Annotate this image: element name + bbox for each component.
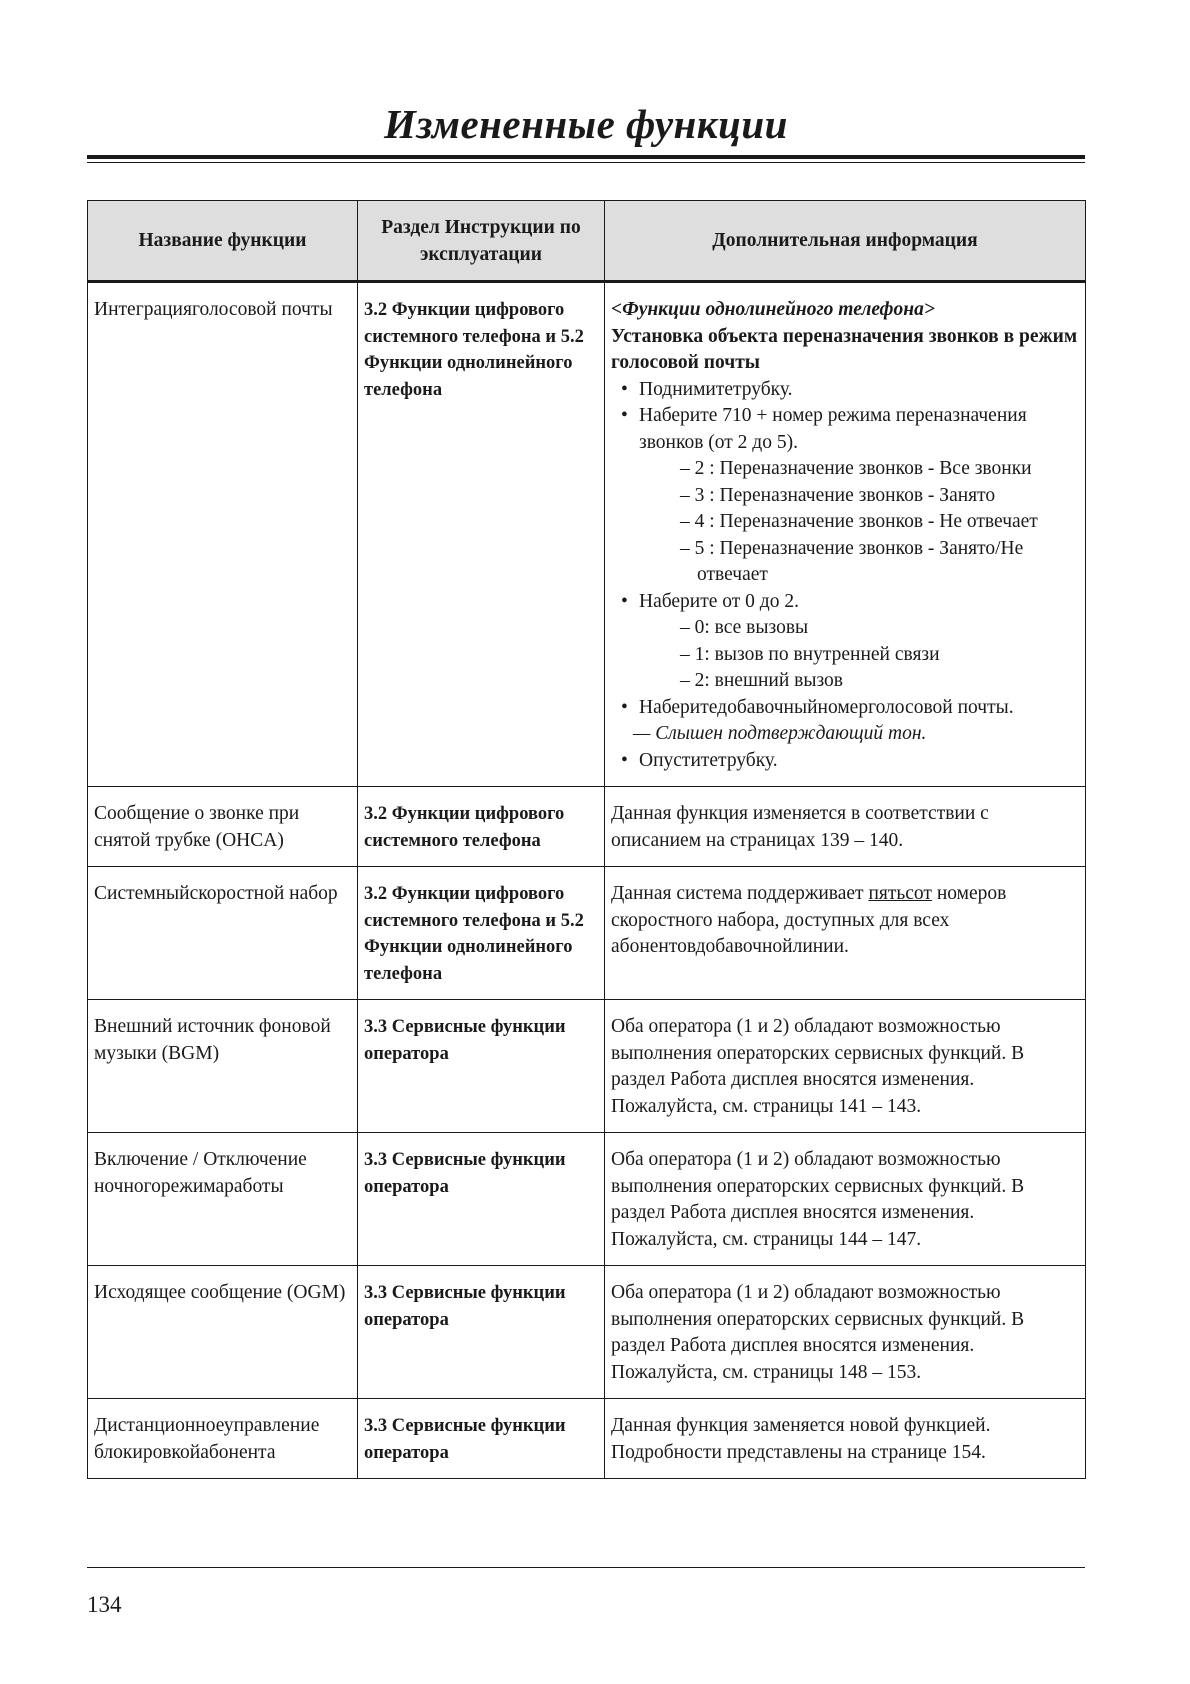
mode-option: – 4 : Переназначение звонков - Не отвечает [680, 511, 1038, 532]
mode-option: – 2 : Переназначение звонков - Все звонки [680, 458, 1032, 479]
info-text: номеров скоростного набора, доступных для всех абонентовдобавочнойлинии. [611, 883, 1007, 957]
page-number: 134 [87, 1592, 122, 1617]
manual-section-cell: 3.2 Функции цифрового системного телефона и 5.2 Функции однолинейного телефона [358, 282, 605, 787]
step-item: • Поднимитетрубку. [611, 377, 1079, 404]
additional-info-cell: Оба оператора (1 и 2) обладают возможностью выполнения операторских сервисных функций. В раздел Работа дисплея вносятся изменения. Пожалуйста, см. страницы 148 – 153. [605, 1266, 1086, 1399]
procedure-steps [611, 377, 1079, 775]
footer-rule [87, 1567, 1085, 1568]
manual-section-cell: 3.3 Сервисные функции оператора [358, 1133, 605, 1266]
function-name-cell: Сообщение о звонке при снятой трубке (OHCA) [88, 787, 358, 867]
function-name-cell: Внешний источник фоновой музыки (BGM) [88, 1000, 358, 1133]
call-type-option: – 0: все вызовы [680, 617, 809, 638]
function-name-cell: Включение / Отключение ночногорежимаработы [88, 1133, 358, 1266]
info-marked-word: пятьсот [868, 883, 932, 904]
call-list-wrap [611, 615, 1079, 695]
function-name-cell: Исходящее сообщение (OGM) [88, 1266, 358, 1399]
info-subtitle: <Функции однолинейного телефона> [611, 299, 935, 320]
function-name-cell: Интеграцияголосовой почты [88, 282, 358, 787]
additional-info-cell: Оба оператора (1 и 2) обладают возможностью выполнения операторских сервисных функций. В раздел Работа дисплея вносятся изменения. Пожалуйста, см. страницы 141 – 143. [605, 1000, 1086, 1133]
additional-info-cell: Данная функция изменяется в соответствии с описанием на страницах 139 – 140. [605, 787, 1086, 867]
table-row [88, 1266, 1086, 1399]
mode-option: – 3 : Переназначение звонков - Занято [680, 484, 996, 506]
header-manual-section: Раздел Инструкции по эксплуатации [358, 201, 605, 282]
manual-section-cell: 3.3 Сервисные функции оператора [358, 1266, 605, 1399]
call-type-option: – 2: внешний вызов [680, 670, 844, 691]
additional-info-cell: Оба оператора (1 и 2) обладают возможностью выполнения операторских сервисных функций. В раздел Работа дисплея вносятся изменения. Пожалуйста, см. страницы 144 – 147. [605, 1133, 1086, 1266]
step-item: • Наберите от 0 до 2. [611, 589, 1079, 616]
table-row [88, 1133, 1086, 1266]
table-row [88, 787, 1086, 867]
table-row [88, 1399, 1086, 1479]
manual-section-cell: 3.2 Функции цифрового системного телефона [358, 787, 605, 867]
function-name-cell: Дистанционноеуправление блокировкойабонента [88, 1399, 358, 1479]
table-row [88, 282, 1086, 787]
additional-info-cell [605, 282, 1086, 787]
manual-section-cell: 3.3 Сервисные функции оператора [358, 1399, 605, 1479]
manual-section-cell: 3.3 Сервисные функции оператора [358, 1000, 605, 1133]
title-rule-thin [87, 162, 1085, 163]
step-item: • Наберите 710 + номер режима переназначения звонков (от 2 до 5). [611, 403, 1079, 456]
header-function-name: Название функции [88, 201, 358, 282]
step-item: • Опуститетрубку. [611, 748, 1079, 775]
table-header-row [88, 201, 1086, 282]
info-text: Данная система поддерживает [611, 883, 869, 904]
call-type-option: – 1: вызов по внутренней связи [680, 643, 940, 665]
additional-info-cell: Данная функция заменяется новой функцией. Подробности представлены на странице 154. [605, 1399, 1086, 1479]
confirmation-tone-note: — Слышен подтверждающий тон. [633, 723, 927, 744]
call-type-list [639, 615, 1079, 695]
mode-list-wrap [611, 456, 1079, 589]
step-item: • Наберитедобавочныйномерголосовой почты. [611, 695, 1079, 722]
table-row [88, 1000, 1086, 1133]
function-name-cell: Системныйскоростной набор [88, 867, 358, 1000]
mode-option: – 5 : Переназначение звонков - Занято/Не отвечает [680, 537, 1024, 585]
manual-section-cell: 3.2 Функции цифрового системного телефона и 5.2 Функции однолинейного телефона [358, 867, 605, 1000]
info-heading: Установка объекта переназначения звонков в режим голосовой почты [611, 325, 1078, 373]
changed-functions-table [87, 200, 1086, 1479]
header-additional-info: Дополнительная информация [605, 201, 1086, 282]
table-row [88, 867, 1086, 1000]
mode-list [639, 456, 1079, 589]
page-title: Измененные функции [384, 101, 788, 147]
additional-info-cell [605, 867, 1086, 1000]
title-rule-thick [87, 155, 1085, 159]
